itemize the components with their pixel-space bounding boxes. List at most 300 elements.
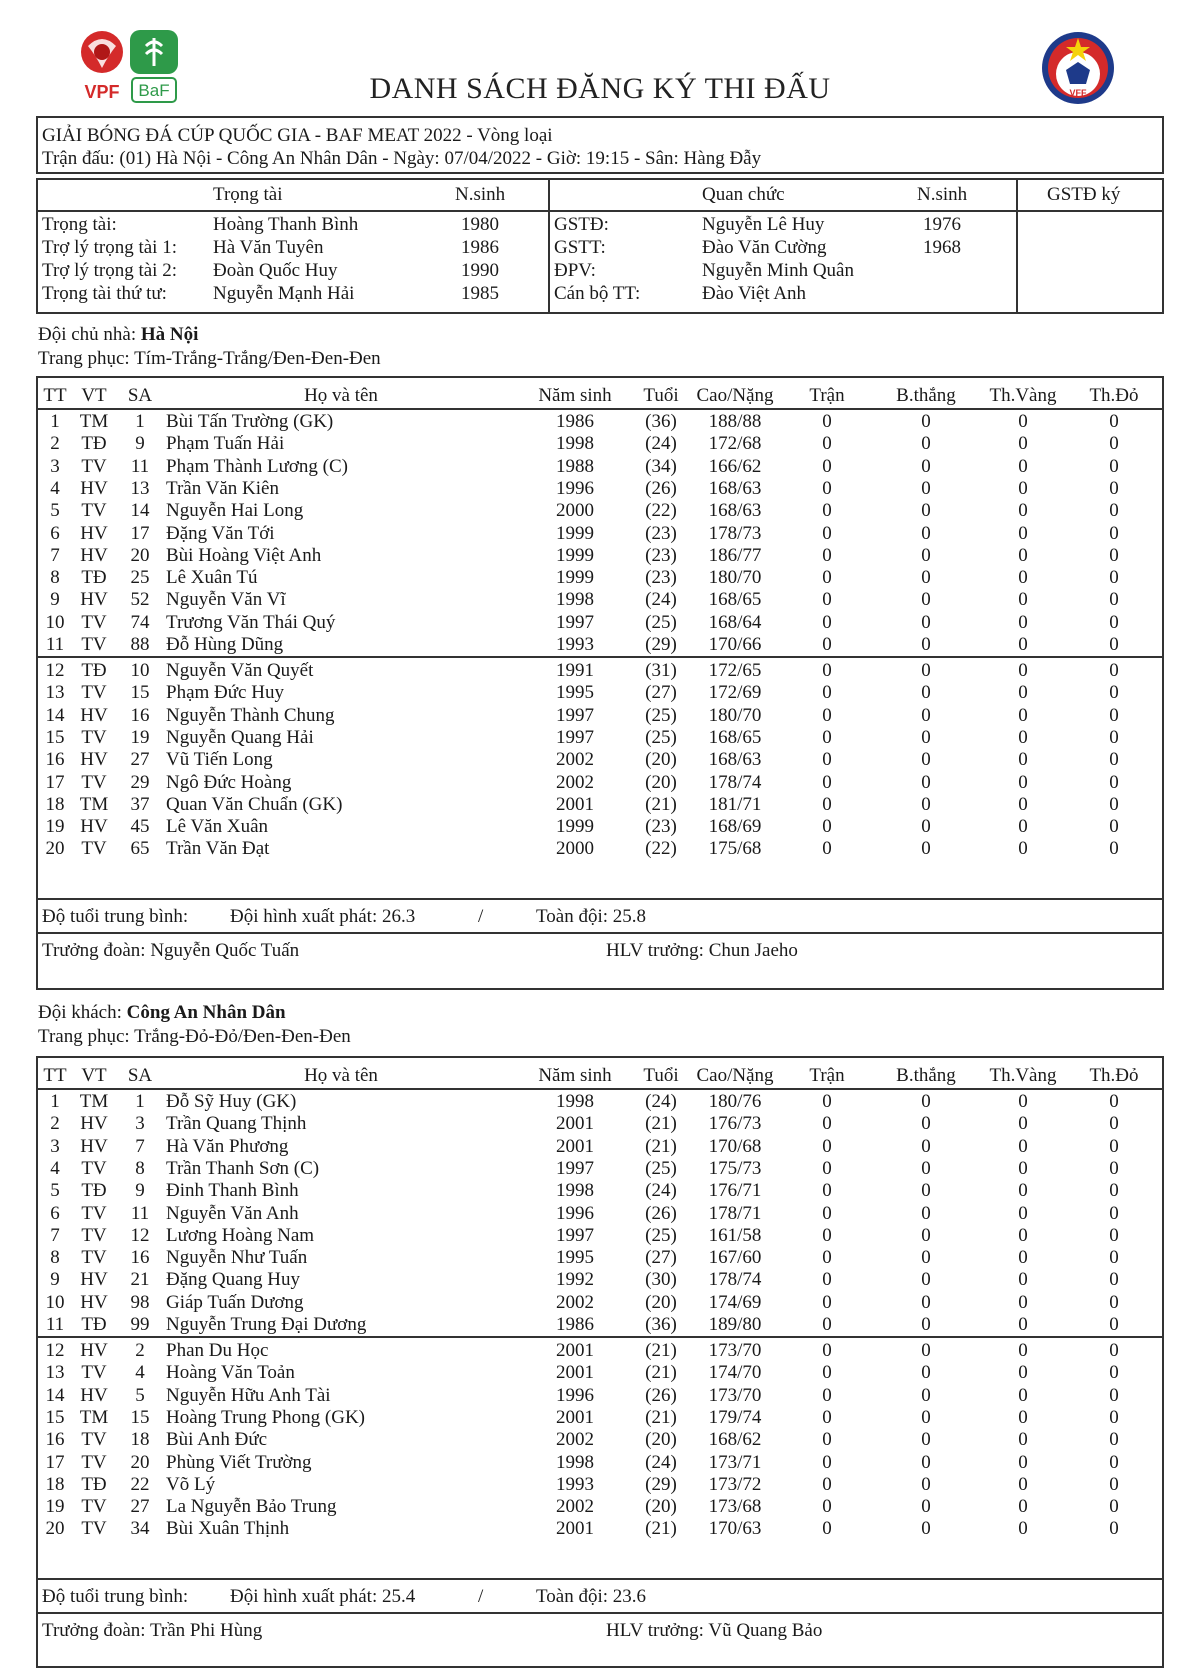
player-matches: 0 (822, 1157, 832, 1179)
official-name: Đào Văn Cường (702, 237, 827, 258)
player-shirt-number: 9 (135, 433, 145, 455)
player-yellow-cards: 0 (1018, 589, 1028, 611)
player-no: 12 (45, 1340, 65, 1361)
player-shirt-number: 14 (130, 500, 150, 522)
player-goals: 0 (921, 455, 931, 477)
player-birth-year: 2001 (556, 1113, 594, 1135)
player-birth-year: 1995 (556, 1247, 594, 1269)
player-player-name: Nguyễn Hữu Anh Tài (166, 1384, 331, 1406)
player-yellow-cards: 0 (1018, 1247, 1028, 1269)
player-position: TV (81, 1451, 107, 1473)
column-header-yellow-cards: Th.Vàng (989, 1065, 1057, 1086)
player-birth-year: 1998 (556, 1180, 594, 1202)
player-yellow-cards: 0 (1018, 500, 1028, 522)
player-shirt-number: 12 (130, 1224, 150, 1246)
player-yellow-cards: 0 (1018, 1384, 1028, 1406)
column-header-height-weight: Cao/Nặng (696, 385, 774, 406)
player-age: (25) (645, 704, 677, 726)
player-shirt-number: 16 (130, 1247, 150, 1269)
player-goals: 0 (921, 771, 931, 793)
player-matches: 0 (822, 1269, 832, 1291)
player-height-weight: 168/62 (708, 1429, 762, 1451)
player-position: TĐ (81, 567, 107, 589)
player-player-name: Quan Văn Chuẩn (GK) (166, 793, 343, 815)
player-birth-year: 1996 (556, 1384, 594, 1406)
player-age: (29) (645, 1473, 677, 1495)
player-age: (25) (645, 611, 677, 633)
player-height-weight: 170/63 (708, 1518, 762, 1540)
player-position: TV (81, 1247, 107, 1269)
player-birth-year: 1993 (556, 634, 594, 655)
player-goals: 0 (921, 1314, 931, 1335)
player-player-name: Đỗ Sỹ Huy (GK) (166, 1091, 297, 1112)
player-matches: 0 (822, 1113, 832, 1135)
player-birth-year: 1992 (556, 1269, 594, 1291)
player-yellow-cards: 0 (1018, 1362, 1028, 1384)
player-yellow-cards: 0 (1018, 682, 1028, 704)
player-red-cards: 0 (1109, 1135, 1119, 1157)
player-no: 4 (50, 477, 60, 499)
player-matches: 0 (822, 816, 832, 838)
player-yellow-cards: 0 (1018, 704, 1028, 726)
player-age: (24) (645, 589, 677, 611)
player-yellow-cards: 0 (1018, 1135, 1028, 1157)
player-position: TM (79, 411, 109, 432)
player-age: (20) (645, 1429, 677, 1451)
officials-header-ref-birth: N.sinh (455, 184, 506, 205)
player-red-cards: 0 (1109, 726, 1119, 748)
player-birth-year: 1997 (556, 704, 594, 726)
player-yellow-cards: 0 (1018, 1180, 1028, 1202)
player-goals: 0 (921, 1269, 931, 1291)
player-matches: 0 (822, 660, 832, 681)
player-shirt-number: 20 (130, 544, 150, 566)
column-header-birth-year: Năm sinh (538, 385, 612, 406)
referee-role: Trọng tài thứ tư: (42, 283, 167, 304)
player-position: TV (81, 1496, 107, 1518)
player-age: (24) (645, 1180, 677, 1202)
player-no: 13 (45, 1362, 65, 1384)
official-name: Nguyễn Minh Quân (702, 260, 854, 281)
player-matches: 0 (822, 1224, 832, 1246)
player-goals: 0 (921, 1340, 931, 1361)
player-position: TM (79, 1406, 109, 1428)
player-age: (21) (645, 793, 677, 815)
player-no: 19 (45, 1496, 65, 1518)
home-team-label: Đội chủ nhà: Hà Nội (38, 324, 199, 345)
player-birth-year: 2002 (556, 1496, 594, 1518)
player-birth-year: 1998 (556, 589, 594, 611)
player-height-weight: 173/71 (708, 1451, 762, 1473)
player-no: 20 (45, 1518, 65, 1540)
player-height-weight: 175/73 (708, 1157, 762, 1179)
player-red-cards: 0 (1109, 682, 1119, 704)
player-no: 12 (45, 660, 65, 681)
player-yellow-cards: 0 (1018, 455, 1028, 477)
player-goals: 0 (921, 1135, 931, 1157)
player-height-weight: 176/71 (708, 1180, 762, 1202)
player-no: 6 (50, 1202, 60, 1224)
player-goals: 0 (921, 634, 931, 655)
player-age: (22) (645, 500, 677, 522)
player-height-weight: 168/65 (708, 589, 762, 611)
player-age: (25) (645, 726, 677, 748)
player-matches: 0 (822, 1518, 832, 1540)
player-birth-year: 2002 (556, 749, 594, 771)
player-height-weight: 170/66 (708, 634, 762, 655)
player-birth-year: 1998 (556, 1091, 594, 1112)
player-matches: 0 (822, 634, 832, 655)
player-no: 5 (50, 500, 60, 522)
player-position: HV (80, 1384, 108, 1406)
player-position: TV (81, 1202, 107, 1224)
referee-name: Hoàng Thanh Bình (213, 214, 359, 235)
player-position: TV (81, 1518, 107, 1540)
player-no: 20 (45, 838, 65, 860)
player-red-cards: 0 (1109, 660, 1119, 681)
column-header-position: VT (81, 1065, 107, 1086)
player-matches: 0 (822, 611, 832, 633)
player-birth-year: 1996 (556, 477, 594, 499)
player-yellow-cards: 0 (1018, 1291, 1028, 1313)
home-avg-sep: / (478, 906, 484, 927)
player-position: HV (80, 1135, 108, 1157)
vpf-logo-text: VPF (84, 82, 120, 102)
player-no: 15 (45, 726, 65, 748)
player-age: (26) (645, 477, 677, 499)
player-goals: 0 (921, 704, 931, 726)
player-shirt-number: 37 (130, 793, 150, 815)
player-player-name: Bùi Xuân Thịnh (166, 1518, 290, 1540)
player-red-cards: 0 (1109, 1451, 1119, 1473)
away-avg-label: Độ tuổi trung bình: (42, 1586, 189, 1607)
player-height-weight: 179/74 (708, 1406, 762, 1428)
player-player-name: Bùi Hoàng Việt Anh (166, 544, 322, 566)
player-no: 16 (45, 749, 65, 771)
player-red-cards: 0 (1109, 1202, 1119, 1224)
match-info-box (36, 116, 1164, 174)
player-yellow-cards: 0 (1018, 1224, 1028, 1246)
player-no: 2 (50, 1113, 60, 1135)
player-birth-year: 2001 (556, 793, 594, 815)
player-goals: 0 (921, 611, 931, 633)
player-position: TĐ (81, 660, 107, 681)
player-height-weight: 170/68 (708, 1135, 762, 1157)
player-red-cards: 0 (1109, 816, 1119, 838)
player-position: TV (81, 726, 107, 748)
away-summary-box (36, 1578, 1164, 1668)
player-height-weight: 178/74 (708, 1269, 762, 1291)
player-red-cards: 0 (1109, 1269, 1119, 1291)
referee-name: Đoàn Quốc Huy (213, 260, 338, 281)
player-goals: 0 (921, 1496, 931, 1518)
player-matches: 0 (822, 771, 832, 793)
home-avg-start: Đội hình xuất phát: 26.3 (230, 906, 416, 927)
player-shirt-number: 98 (130, 1291, 150, 1313)
player-yellow-cards: 0 (1018, 433, 1028, 455)
player-height-weight: 173/70 (708, 1384, 762, 1406)
player-shirt-number: 8 (135, 1157, 145, 1179)
player-age: (21) (645, 1113, 677, 1135)
player-birth-year: 1997 (556, 1157, 594, 1179)
player-matches: 0 (822, 1496, 832, 1518)
referee-birth-year: 1985 (461, 283, 499, 304)
player-shirt-number: 20 (130, 1451, 150, 1473)
player-age: (24) (645, 1091, 677, 1112)
player-birth-year: 1988 (556, 455, 594, 477)
player-no: 17 (45, 1451, 65, 1473)
match-details: Trận đấu: (01) Hà Nội - Công An Nhân Dân - Ngày: 07/04/2022 - Giờ: 19:15 - Sân: Hàng Đẫy (42, 148, 762, 169)
player-height-weight: 174/70 (708, 1362, 762, 1384)
player-yellow-cards: 0 (1018, 544, 1028, 566)
player-position: TM (79, 793, 109, 815)
player-no: 4 (50, 1157, 60, 1179)
player-age: (30) (645, 1269, 677, 1291)
player-red-cards: 0 (1109, 1247, 1119, 1269)
player-no: 7 (50, 544, 60, 566)
player-birth-year: 1995 (556, 682, 594, 704)
player-birth-year: 2001 (556, 1406, 594, 1428)
player-height-weight: 166/62 (708, 455, 762, 477)
player-player-name: Trần Văn Đạt (166, 838, 270, 860)
away-team-kit: Trang phục: Trắng-Đỏ-Đỏ/Đen-Đen-Đen (38, 1026, 351, 1047)
referee-birth-year: 1990 (461, 260, 499, 281)
away-team-label: Đội khách: Công An Nhân Dân (38, 1002, 286, 1023)
player-shirt-number: 88 (130, 634, 150, 655)
player-position: TV (81, 611, 107, 633)
player-yellow-cards: 0 (1018, 771, 1028, 793)
player-player-name: Nguyễn Quang Hải (166, 726, 314, 748)
player-birth-year: 2001 (556, 1340, 594, 1361)
player-red-cards: 0 (1109, 749, 1119, 771)
player-height-weight: 168/63 (708, 500, 762, 522)
player-goals: 0 (921, 1091, 931, 1112)
player-age: (34) (645, 455, 677, 477)
player-player-name: Phạm Đức Huy (166, 682, 284, 704)
vff-logo-text: VFF (1069, 88, 1087, 98)
player-shirt-number: 5 (135, 1384, 145, 1406)
player-matches: 0 (822, 544, 832, 566)
player-age: (23) (645, 567, 677, 589)
player-height-weight: 178/73 (708, 522, 762, 544)
player-birth-year: 1998 (556, 1451, 594, 1473)
competition-name: GIẢI BÓNG ĐÁ CÚP QUỐC GIA - BAF MEAT 2022 - Vòng loại (42, 125, 553, 146)
player-red-cards: 0 (1109, 1496, 1119, 1518)
page-title: DANH SÁCH ĐĂNG KÝ THI ĐẤU (369, 72, 831, 105)
column-header-no: TT (43, 385, 67, 406)
player-no: 14 (45, 1384, 65, 1406)
home-avg-team: Toàn đội: 25.8 (536, 906, 647, 927)
player-goals: 0 (921, 1406, 931, 1428)
player-yellow-cards: 0 (1018, 749, 1028, 771)
player-shirt-number: 15 (130, 682, 150, 704)
player-shirt-number: 19 (130, 726, 150, 748)
player-yellow-cards: 0 (1018, 726, 1028, 748)
player-position: TV (81, 500, 107, 522)
player-goals: 0 (921, 522, 931, 544)
player-position: TV (81, 682, 107, 704)
player-no: 16 (45, 1429, 65, 1451)
referee-role: Trợ lý trọng tài 1: (42, 237, 177, 258)
player-yellow-cards: 0 (1018, 838, 1028, 860)
player-age: (20) (645, 1291, 677, 1313)
player-player-name: Ngô Đức Hoàng (166, 771, 292, 793)
player-shirt-number: 13 (130, 477, 150, 499)
player-height-weight: 161/58 (708, 1224, 762, 1246)
player-matches: 0 (822, 433, 832, 455)
player-shirt-number: 45 (130, 816, 150, 838)
officials-header-official: Quan chức (702, 184, 785, 205)
player-shirt-number: 52 (130, 589, 150, 611)
player-age: (24) (645, 1451, 677, 1473)
home-manager: Trưởng đoàn: Nguyễn Quốc Tuấn (42, 940, 300, 961)
player-no: 14 (45, 704, 65, 726)
player-player-name: Phan Du Học (166, 1340, 269, 1361)
player-goals: 0 (921, 433, 931, 455)
player-player-name: Giáp Tuấn Dương (166, 1291, 304, 1313)
player-shirt-number: 1 (135, 1091, 145, 1112)
player-red-cards: 0 (1109, 1429, 1119, 1451)
column-header-red-cards: Th.Đỏ (1089, 1065, 1139, 1086)
player-red-cards: 0 (1109, 455, 1119, 477)
player-birth-year: 1999 (556, 567, 594, 589)
player-yellow-cards: 0 (1018, 1202, 1028, 1224)
player-position: TV (81, 455, 107, 477)
player-goals: 0 (921, 726, 931, 748)
official-birth-year: 1976 (923, 214, 961, 235)
player-position: TM (79, 1091, 109, 1112)
player-height-weight: 180/70 (708, 567, 762, 589)
player-birth-year: 1986 (556, 1314, 594, 1335)
player-age: (20) (645, 749, 677, 771)
player-yellow-cards: 0 (1018, 1451, 1028, 1473)
player-no: 8 (50, 1247, 60, 1269)
player-goals: 0 (921, 1384, 931, 1406)
player-age: (21) (645, 1406, 677, 1428)
player-red-cards: 0 (1109, 704, 1119, 726)
player-no: 11 (45, 1314, 65, 1335)
player-goals: 0 (921, 477, 931, 499)
column-header-position: VT (81, 385, 107, 406)
player-birth-year: 1999 (556, 544, 594, 566)
player-shirt-number: 16 (130, 704, 150, 726)
player-shirt-number: 9 (135, 1180, 145, 1202)
player-height-weight: 172/68 (708, 433, 762, 455)
player-age: (27) (645, 682, 677, 704)
player-goals: 0 (921, 749, 931, 771)
player-shirt-number: 99 (130, 1314, 150, 1335)
home-coach: HLV trưởng: Chun Jaeho (606, 940, 798, 961)
player-birth-year: 2002 (556, 771, 594, 793)
player-height-weight: 167/60 (708, 1247, 762, 1269)
player-player-name: Nguyễn Hai Long (166, 500, 304, 522)
header-divider (38, 1088, 1162, 1090)
player-age: (20) (645, 1496, 677, 1518)
player-no: 18 (45, 793, 65, 815)
player-goals: 0 (921, 1362, 931, 1384)
player-height-weight: 172/65 (708, 660, 762, 681)
player-shirt-number: 1 (135, 411, 145, 432)
player-yellow-cards: 0 (1018, 1406, 1028, 1428)
player-red-cards: 0 (1109, 477, 1119, 499)
player-height-weight: 173/72 (708, 1473, 762, 1495)
away-manager: Trưởng đoàn: Trần Phi Hùng (42, 1620, 263, 1641)
player-matches: 0 (822, 838, 832, 860)
player-birth-year: 1997 (556, 1224, 594, 1246)
player-shirt-number: 21 (130, 1269, 150, 1291)
player-goals: 0 (921, 1451, 931, 1473)
player-yellow-cards: 0 (1018, 1269, 1028, 1291)
player-goals: 0 (921, 660, 931, 681)
player-red-cards: 0 (1109, 1224, 1119, 1246)
player-position: HV (80, 544, 108, 566)
player-red-cards: 0 (1109, 500, 1119, 522)
player-player-name: Lê Văn Xuân (166, 816, 269, 838)
player-age: (25) (645, 1157, 677, 1179)
player-player-name: Phạm Tuấn Hải (166, 433, 285, 455)
player-age: (26) (645, 1384, 677, 1406)
player-shirt-number: 4 (135, 1362, 145, 1384)
player-no: 17 (45, 771, 65, 793)
player-no: 13 (45, 682, 65, 704)
player-player-name: Hà Văn Phương (166, 1135, 289, 1157)
column-header-age: Tuổi (643, 1065, 679, 1086)
player-height-weight: 168/65 (708, 726, 762, 748)
player-yellow-cards: 0 (1018, 1314, 1028, 1335)
player-matches: 0 (822, 522, 832, 544)
player-player-name: Đặng Quang Huy (166, 1269, 301, 1291)
player-position: TV (81, 1429, 107, 1451)
player-no: 3 (50, 455, 60, 477)
player-matches: 0 (822, 1091, 832, 1112)
player-yellow-cards: 0 (1018, 611, 1028, 633)
player-matches: 0 (822, 1180, 832, 1202)
player-birth-year: 2000 (556, 838, 594, 860)
player-birth-year: 1991 (556, 660, 594, 681)
official-name: Đào Việt Anh (702, 283, 807, 304)
player-shirt-number: 10 (130, 660, 150, 681)
player-age: (27) (645, 1247, 677, 1269)
player-player-name: Nguyễn Văn Quyết (166, 660, 314, 681)
column-header-height-weight: Cao/Nặng (696, 1065, 774, 1086)
column-header-birth-year: Năm sinh (538, 1065, 612, 1086)
player-goals: 0 (921, 500, 931, 522)
away-avg-sep: / (478, 1586, 484, 1607)
player-matches: 0 (822, 1291, 832, 1313)
player-red-cards: 0 (1109, 634, 1119, 655)
referee-birth-year: 1980 (461, 214, 499, 235)
player-position: HV (80, 522, 108, 544)
player-matches: 0 (822, 567, 832, 589)
player-goals: 0 (921, 1157, 931, 1179)
player-shirt-number: 15 (130, 1406, 150, 1428)
player-yellow-cards: 0 (1018, 1473, 1028, 1495)
player-goals: 0 (921, 1429, 931, 1451)
player-yellow-cards: 0 (1018, 793, 1028, 815)
player-position: TV (81, 1224, 107, 1246)
player-height-weight: 188/88 (708, 411, 762, 432)
player-goals: 0 (921, 1518, 931, 1540)
player-matches: 0 (822, 1247, 832, 1269)
player-position: HV (80, 1269, 108, 1291)
away-avg-start: Đội hình xuất phát: 25.4 (230, 1586, 416, 1607)
player-goals: 0 (921, 838, 931, 860)
player-matches: 0 (822, 793, 832, 815)
player-matches: 0 (822, 726, 832, 748)
player-red-cards: 0 (1109, 1384, 1119, 1406)
player-shirt-number: 2 (135, 1340, 145, 1361)
player-red-cards: 0 (1109, 544, 1119, 566)
